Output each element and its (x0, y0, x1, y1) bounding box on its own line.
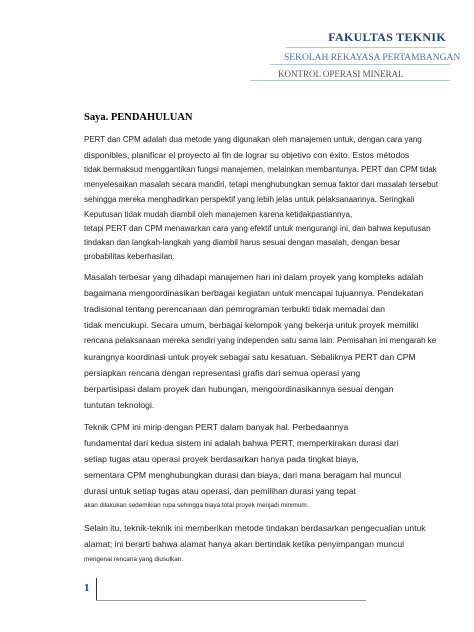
text-line: persiapkan rencana dengan representasi grafis dari semua operasi yang (84, 368, 361, 378)
course-title: KONTROL OPERASI MINERAL (278, 69, 404, 79)
text-line: tidak mencukupi. Secara umum, berbagai kelompok yang bekerja untuk proyek memiliki (84, 320, 419, 330)
school-title: SEKOLAH REKAYASA PERTAMBANGAN (284, 53, 461, 63)
text-line: bagaimana mengoordinasikan berbagai kegiatan untuk mencapai tujuannya. Pendekatan (84, 288, 424, 298)
text-line: tetapi PERT dan CPM menawarkan cara yang efektif untuk mengurangi ini, dan bahwa keputusan (84, 224, 431, 233)
footer-rule (96, 578, 97, 600)
text-line: alamat; ini berarti bahwa alamat hanya akan bertindak ketika penyimpangan muncul (84, 539, 405, 549)
text-line: tuntutan teknologi. (84, 400, 155, 410)
text-line: sementara CPM menghubungkan durasi dan biaya, dari mana beragam hal muncul (84, 470, 402, 480)
text-line: akan dilakukan sedemikian rupa sehingga biaya total proyek menjadi minimum. (84, 502, 309, 509)
header-rule (250, 80, 450, 81)
text-line: sehingga mereka menghadirkan perspektif yang lebih jelas untuk pelaksanaannya. Seringkali (84, 195, 415, 204)
text-line: Keputusan tidak mudah diambil oleh manajemen karena ketidakpastiannya, (84, 210, 353, 219)
text-line: kurangnya koordinasi untuk proyek sebagai satu kesatuan. Sebaliknya PERT dan CPM (84, 352, 416, 362)
text-line: tindakan dan langkah-langkah yang diambil harus sesuai dengan masalah, dengan besar (84, 238, 401, 247)
text-line: Selain itu, teknik-teknik ini memberikan metode tindakan berdasarkan pengecualian untuk (84, 523, 426, 533)
header-rule (286, 47, 446, 48)
text-line: menyelesaikan masalah secara mandiri, tetapi menghubungkan semua faktor dari masalah tersebut (84, 180, 438, 189)
text-line: mengenai rencana yang diusulkan. (84, 556, 184, 563)
text-line: rencana pelaksanaan mereka sendiri yang independen satu sama lain. Pemisahan ini mengarah ke (84, 336, 437, 345)
text-line: probabilitas keberhasilan. (84, 252, 175, 261)
text-line: fundamental dari kedua sistem ini adalah bahwa PERT, memperkirakan durasi dari (84, 438, 399, 448)
text-line: berpartisipasi dalam proyek dan hubungan, mengoordinasikannya sesuai dengan (84, 384, 394, 394)
text-line: tradisional tentang perencanaan dan pemrograman terbukti tidak memadai dan (84, 304, 385, 314)
page-number: 1 (84, 582, 90, 594)
text-line: tidak bermaksud menggantikan fungsi manajemen, melainkan membantunya. PERT dan CPM tidak (84, 165, 437, 174)
text-line: Masalah terbesar yang dihadapi manajemen hari ini dalam proyek yang kompleks adalah (84, 272, 424, 282)
faculty-title: FAKULTAS TEKNIK (328, 30, 446, 44)
section-heading: Saya. PENDAHULUAN (84, 112, 193, 123)
text-line: durasi untuk setiap tugas atau operasi, dan pemilihan durasi yang tepat (84, 486, 356, 496)
text-line: Teknik CPM ini mirip dengan PERT dalam banyak hal. Perbedaannya (84, 422, 349, 432)
text-line: PERT dan CPM adalah dua metode yang digunakan oleh manajemen untuk, dengan cara yang (84, 135, 422, 144)
footer-rule (96, 600, 366, 601)
text-line: disponibles, planificar el proyecto al fin de lograr su objetivo con éxito. Estos métodos (84, 150, 410, 160)
text-line: setiap tugas atau operasi proyek berdasarkan hanya pada tingkat biaya, (84, 454, 359, 464)
header-rule (270, 64, 450, 65)
